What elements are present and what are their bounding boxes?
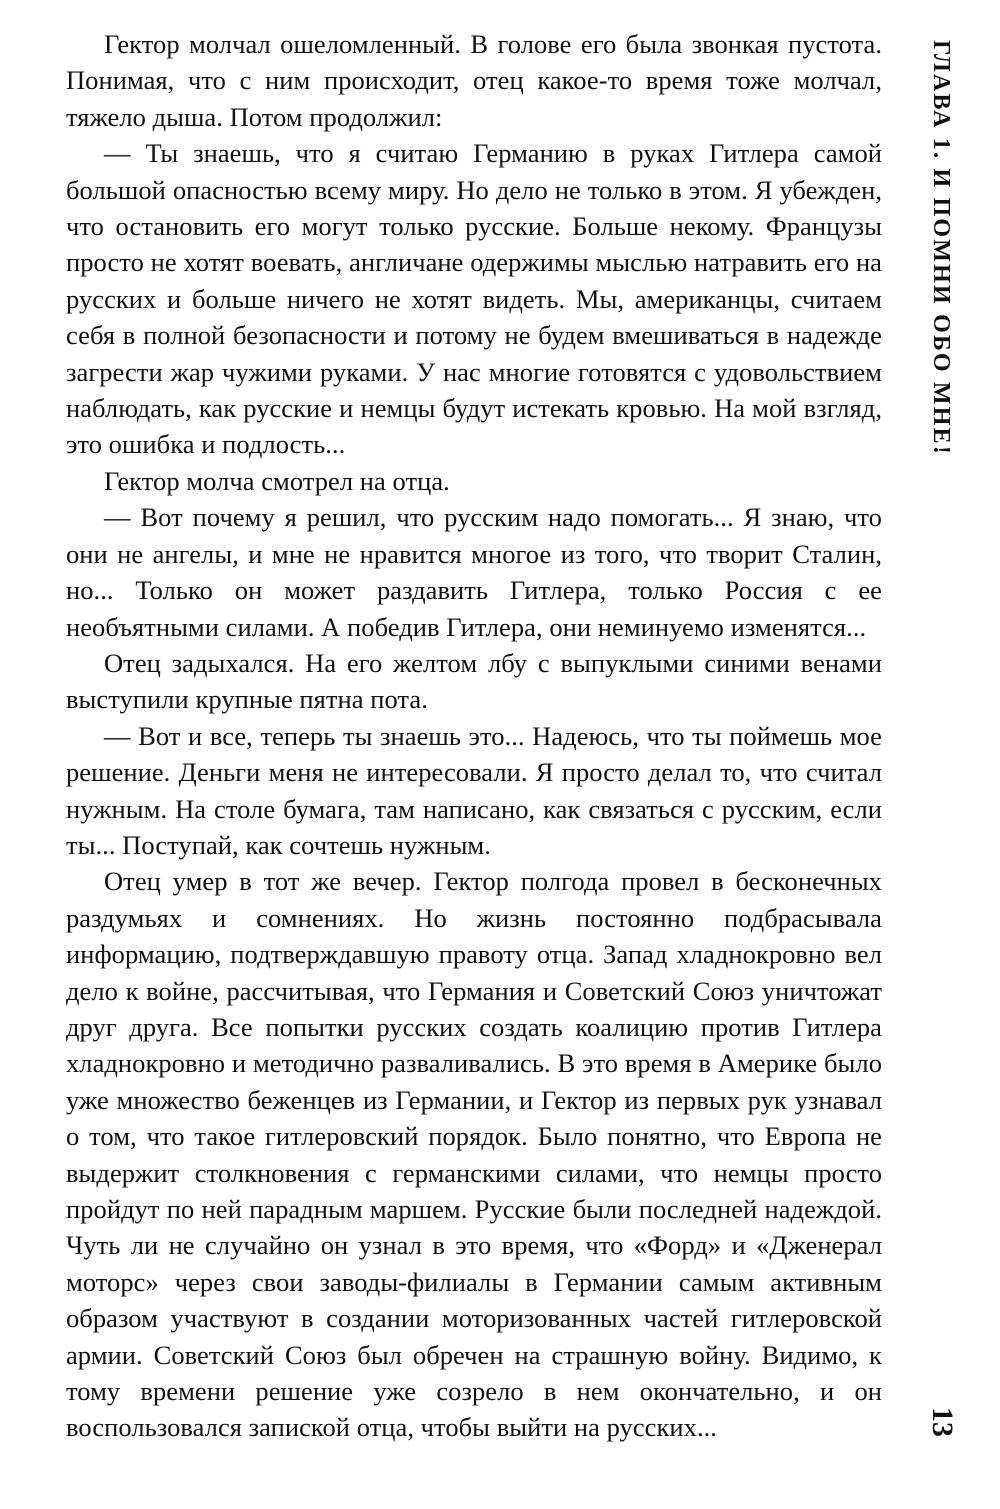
paragraph-7: Отец умер в тот же вечер. Гектор полгода провел в бесконечных раздумьях и сомнениях. Но жизнь постоянно подбрасывала информацию, подтверждавшую правоту отца. Запад хладнокровно вел дело к войне, рассчитывая, что Германия и Советский Союз уничтожат друг друга. Все попытки русских создать коалицию против Гитлера хладнокровно и методично разваливались. В это время в Америке было уже множество беженцев из Германии, и Гектор из первых рук узнавал о том, что такое гитлеровский порядок. Было понятно, что Европа не выдержит столкновения с германскими силами, что немцы просто пройдут по ней парадным маршем. Русские были последней надеждой. Чуть ли не случайно он узнал в это время, что «Форд» и «Дженерал моторс» через свои заводы-филиалы в Германии самым активным образом участвуют в создании моторизованных частей гитлеровской армии. Советский Союз был обречен на страшную войну. Видимо, к тому времени решение уже созрело в нем окончательно, и он воспользовался запиской отца, чтобы выйти на русских...	[66, 866, 882, 1443]
paragraph-2: — Ты знаешь, что я считаю Германию в руках Гитлера самой большой опасностью всему миру. Но дело не только в этом. Я убежден, что остановить его могут только русские. Больше некому. Французы просто не хотят воевать, англичане одержимы мыслью натравить его на русских и больше ничего не хотят видеть. Мы, американцы, считаем себя в полной безопасности и потому не будем вмешиваться в надежде загрести жар чужими руками. У нас многие готовятся с удовольствием наблюдать, как русские и немцы будут истекать кровью. На мой взгляд, это ошибка и подлость...	[66, 138, 882, 460]
paragraph-5: Отец задыхался. На его желтом лбу с выпуклыми синими венами выступили крупные пятна пота.	[66, 647, 882, 715]
paragraph-1: Гектор молчал ошеломленный. В голове его была звонкая пустота. Понимая, что с ним происходит, отец какое-то время тоже молчал, тяжело дыша. Потом продолжил:	[66, 29, 882, 132]
paragraph-4: — Вот почему я решил, что русским надо помогать... Я знаю, что они не ангелы, и мне не нравится многое из того, что творит Сталин, но... Только он может раздавить Гитлера, только Россия с ее необъятными силами. А победив Гитлера, они неминуемо изменятся...	[66, 502, 882, 642]
page-number: 13	[926, 1407, 959, 1437]
paragraph-6: — Вот и все, теперь ты знаешь это... Надеюсь, что ты поймешь мое решение. Деньги меня не интересовали. Я просто делал то, что считал нужным. На столе бумага, там написано, как связаться с русским, если ты... Поступай, как сочтешь нужным.	[66, 720, 882, 860]
body-text	[66, 26, 882, 1446]
running-header: ГЛАВА 1. И ПОМНИ ОБО МНЕ!	[928, 40, 954, 457]
paragraph-3: Гектор молча смотрел на отца.	[104, 465, 450, 496]
